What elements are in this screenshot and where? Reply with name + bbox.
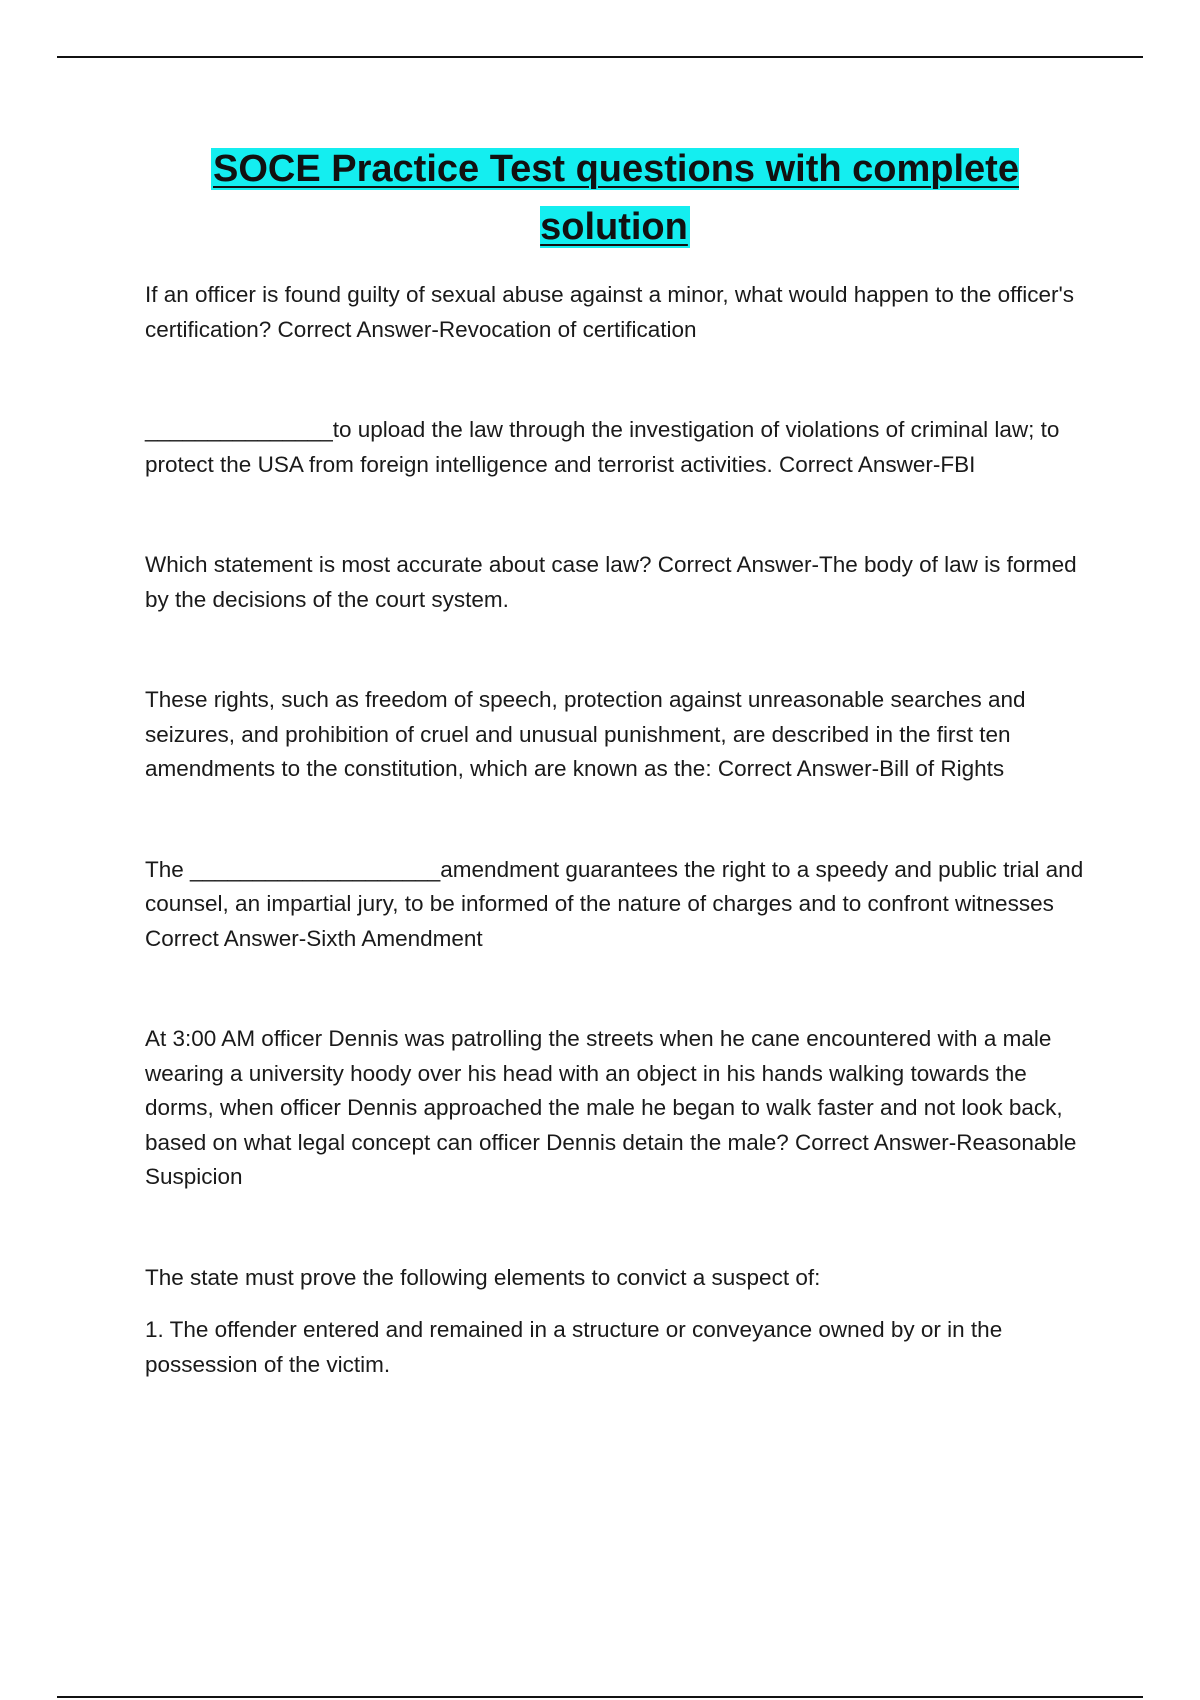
question-item: Which statement is most accurate about case law? Correct Answer-The body of law is formed by the decisions of the court system. [145,552,1077,612]
title-text: SOCE Practice Test questions with complete solution [213,148,1019,248]
document-body [145,278,1095,1382]
numbered-element: 1. The offender entered and remained in a structure or conveyance owned by or in the possession of the victim. [145,1317,1003,1377]
question-item: These rights, such as freedom of speech, protection against unreasonable searches and seizures, and prohibition of cruel and unusual punishment, are described in the first ten amendments to the constitution, which are known as the: Correct Answer-Bill of Rights [145,687,1026,781]
question-item: If an officer is found guilty of sexual abuse against a minor, what would happen to the officer's certification? Correct Answer-Revocation of certification [145,282,1075,342]
top-rule [57,56,1143,58]
question-item: _______________to upload the law through the investigation of violations of criminal law; to protect the USA from foreign intelligence and terrorist activities. Correct Answer-FBI [145,417,1060,477]
question-item: At 3:00 AM officer Dennis was patrolling the streets when he cane encountered with a male wearing a university hoody over his head with an object in his hands walking towards the dorms, when officer Dennis approached the male he began to walk faster and not look back, based on what legal concept can officer Dennis detain the male? Correct Answer-Reasonable Suspicion [145,1026,1077,1189]
bottom-rule [57,1696,1143,1698]
question-item: The ____________________amendment guarantees the right to a speedy and public trial and counsel, an impartial jury, to be informed of the nature of charges and to confront witnesses Correct Answer-Sixth Amendment [145,856,1084,951]
question-item: The state must prove the following elements to convict a suspect of: [145,1264,821,1290]
document-title [145,140,1085,256]
